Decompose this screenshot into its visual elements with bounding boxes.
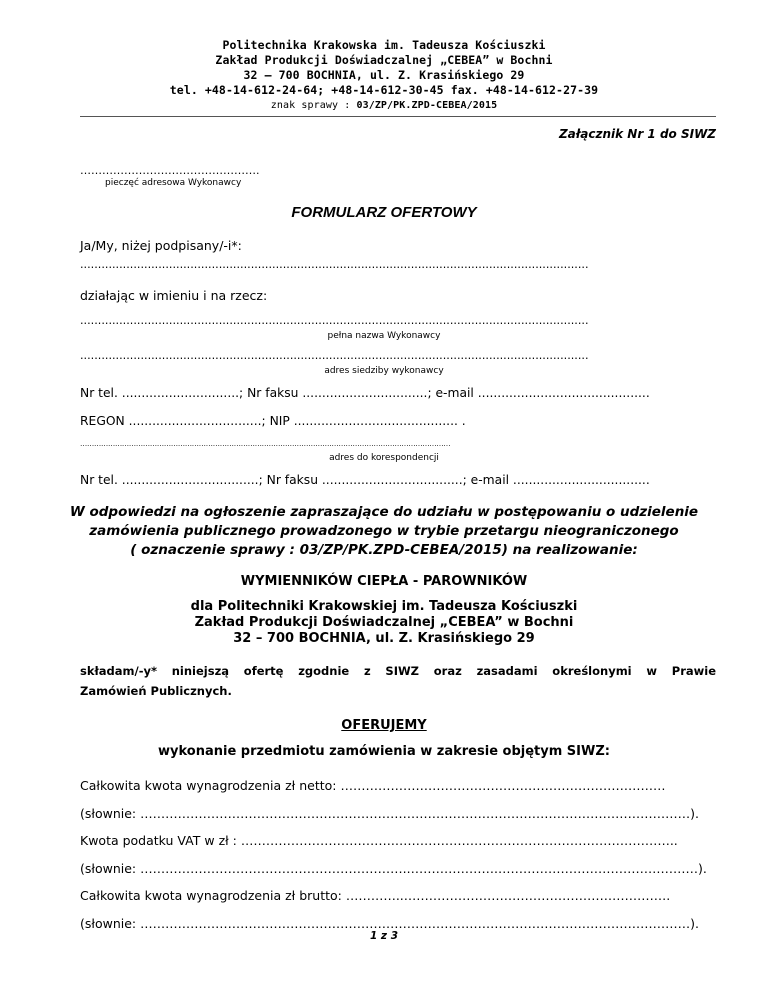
declaration-line-2: Zamówień Publicznych. (80, 684, 232, 698)
declaration-line-1: składam/-y* niniejszą ofertę zgodnie z SIWZ oraz zasadami określonymi w Prawie (80, 664, 716, 678)
subject-line-2: Zakład Produkcji Doświadczalnej „CEBEA” w Bochni (194, 615, 574, 630)
signatory-label: Ja/My, niżej podpisany/-i*: (80, 238, 242, 253)
header-line-3: 32 – 700 BOCHNIA, ul. Z. Krasińskiego 29 (243, 68, 525, 82)
case-number: 03/ZP/PK.ZPD-CEBEA/2015 (356, 100, 498, 111)
subject-title: WYMIENNIKÓW CIEPŁA - PAROWNIKÓW (240, 574, 528, 589)
case-number-line (0, 100, 768, 111)
stamp-dots: …………………………………………. (80, 164, 260, 177)
seat-line: ............................................................................................................................................... (80, 349, 589, 362)
phone-row-1: Nr tel. ..............................; Nr faksu ................................; e-mail ............................................ (80, 386, 650, 400)
intro-line-1: W odpowiedzi na ogłoszenie zapraszające do udziału w postępowaniu o udzielenie (69, 504, 699, 520)
subject-line-1: dla Politechniki Krakowskiej im. Tadeusza Kościuszki (190, 599, 578, 614)
case-label: znak sprawy : (270, 100, 357, 111)
vat-amount-row: Kwota podatku VAT w zł : ……………………………….………………………………………………………….. (80, 833, 678, 848)
net-amount-words: (słownie: ……………………………………………………………………………………………………………………). (80, 806, 699, 821)
header-line-1: Politechnika Krakowska im. Tadeusza Kościuszki (222, 38, 546, 52)
intro-line-2: zamówienia publicznego prowadzonego w trybie przetargu nieograniczonego (89, 523, 679, 539)
phone-row-2: Nr tel. ...................................; Nr faksu ....................................; e-mail ................................... (80, 473, 650, 487)
offer-subheading: wykonanie przedmiotu zamówienia w zakresie objętym SIWZ: (158, 744, 610, 759)
net-amount-row: Całkowita kwota wynagrodzenia zł netto: …………………………………………………………………… (80, 778, 666, 793)
subject-line-3: 32 – 700 BOCHNIA, ul. Z. Krasińskiego 29 (233, 631, 535, 646)
attachment-label: Załącznik Nr 1 do SIWZ (558, 127, 716, 141)
name-line: ............................................................................................................................................... (80, 314, 589, 327)
stamp-caption: pieczęć adresowa Wykonawcy (105, 178, 242, 188)
signatory-line: ............................................................................................................................................... (80, 258, 589, 271)
on-behalf-label: działając w imieniu i na rzecz: (80, 288, 268, 303)
correspondence-caption: adres do korespondencji (329, 453, 439, 463)
gross-amount-words: (słownie: ……………………………………………………………………………………………………………………). (80, 916, 699, 931)
regon-nip-row: REGON ..................................; NIP .......................................... . (80, 414, 466, 428)
intro-line-3: ( oznaczenie sprawy : 03/ZP/PK.ZPD-CEBEA/2015) na realizowanie: (130, 542, 638, 558)
offer-heading: OFERUJEMY (341, 718, 427, 733)
header-line-4: tel. +48-14-612-24-64; +48-14-612-30-45 fax. +48-14-612-27-39 (169, 83, 599, 97)
name-caption: pełna nazwa Wykonawcy (327, 331, 441, 341)
vat-amount-words: (słownie: ……………………………………………………….………………….…………………………………………). (80, 861, 707, 876)
form-title: FORMULARZ OFERTOWY (291, 204, 477, 221)
gross-amount-row: Całkowita kwota wynagrodzenia zł brutto: …………..………………………………………………………. (80, 888, 671, 903)
header-rule (80, 116, 716, 117)
correspondence-line: …………………………………………………………………………………………………………………………………………… (80, 439, 451, 448)
page-number: 1 z 3 (369, 930, 399, 942)
header-line-2: Zakład Produkcji Doświadczalnej „CEBEA” w Bochni (215, 53, 553, 67)
seat-caption: adres siedziby wykonawcy (324, 366, 444, 376)
